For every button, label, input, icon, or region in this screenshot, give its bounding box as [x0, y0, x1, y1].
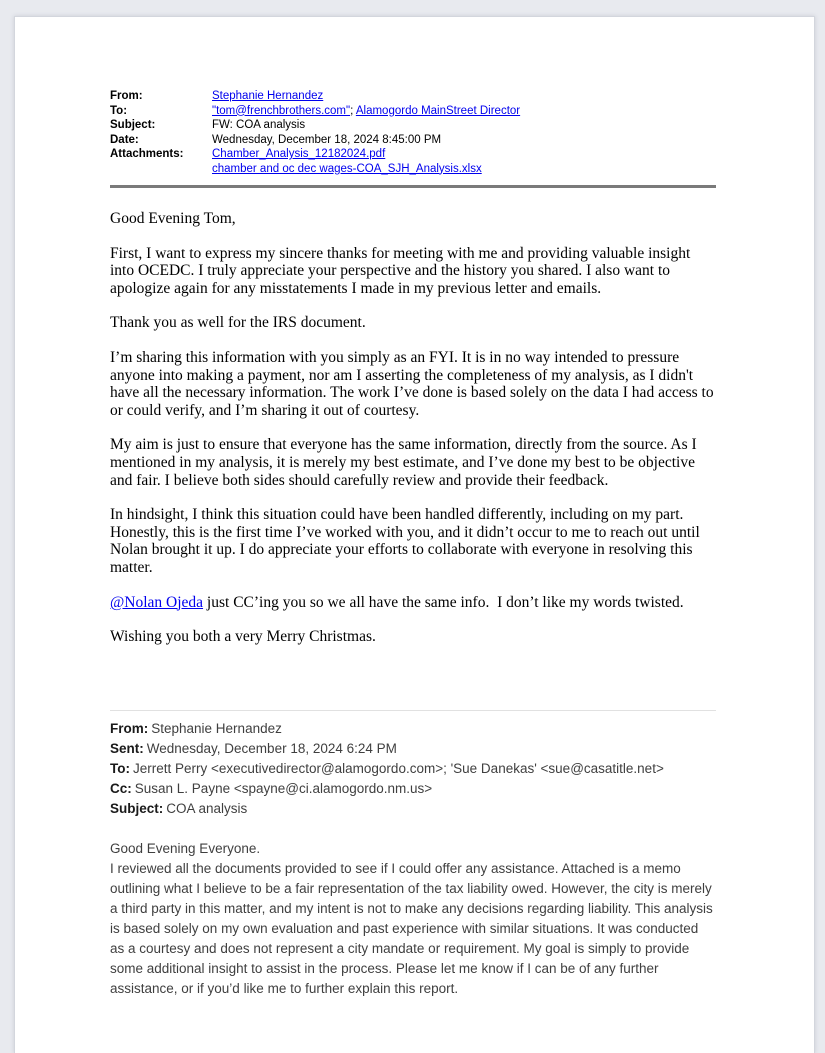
paragraph-fyi: I’m sharing this information with you simply as an FYI. It is in no way intended to pressure anyone into making a payment, nor am I asserting the completeness of my analysis, as I didn't have all the necessary information. The work I’ve done is based solely on the data I had access to or could verify, and I’m sharing it out of courtesy.: [110, 348, 714, 419]
header-row-attachments: [110, 147, 716, 176]
quoted-from-label: From:: [110, 720, 149, 736]
greeting-line: Good Evening Tom,: [110, 210, 236, 227]
quoted-cc-value: Susan L. Payne <spayne@ci.alamogordo.nm.us>: [134, 780, 433, 796]
attachment-link-xlsx[interactable]: chamber and oc dec wages-COA_SJH_Analysis.xlsx: [212, 162, 482, 175]
quoted-row-subject: [110, 799, 716, 819]
quoted-row-to: [110, 759, 716, 779]
paragraph-thanks: First, I want to express my sincere thanks for meeting with me and providing valuable insight into OCEDC. I truly appreciate your perspective and the history you shared. I also want to apologize again for any misstatements I made in my previous letter and emails.: [110, 244, 691, 297]
quoted-row-cc: [110, 779, 716, 799]
mention-line: [110, 594, 716, 612]
to-separator: ;: [350, 104, 356, 117]
quoted-sent-value: Wednesday, December 18, 2024 6:24 PM: [146, 740, 397, 756]
nolan-ojeda-mention-link[interactable]: @Nolan Ojeda: [110, 593, 204, 611]
to-recipient-link-1[interactable]: "tom@frenchbrothers.com": [212, 104, 351, 117]
quoted-from-value: Stephanie Hernandez: [151, 720, 282, 736]
header-row-date: [110, 133, 716, 148]
to-label: To:: [110, 104, 128, 117]
closing-line: Wishing you both a very Merry Christmas.: [110, 628, 376, 646]
quoted-subject-value: COA analysis: [166, 800, 248, 816]
quoted-cc-label: Cc:: [110, 780, 132, 796]
from-sender-link[interactable]: Stephanie Hernandez: [212, 90, 324, 102]
quoted-to-label: To:: [110, 760, 130, 776]
quoted-sent-label: Sent:: [110, 740, 144, 756]
email-content: [15, 17, 814, 999]
paragraph-hindsight: In hindsight, I think this situation could have been handled differently, including on my part. Honestly, this is the first time I’ve worked with you, and it didn’t occur to me to reach out until Nolan brought it up. I do appreciate your efforts to collaborate with everyone in resolving this matter.: [110, 506, 700, 576]
to-recipient-link-2[interactable]: Alamogordo MainStreet Director: [355, 104, 521, 117]
letter-body: [110, 210, 716, 646]
quoted-row-sent: [110, 739, 716, 759]
quoted-body: [110, 839, 716, 999]
quoted-message-divider: [110, 710, 716, 711]
email-document-page: [14, 16, 815, 1053]
mention-text: just CC’ing you so we all have the same info. I don’t like my words twisted.: [203, 593, 684, 611]
subject-value: FW: COA analysis: [212, 119, 306, 131]
from-label: From:: [110, 90, 143, 102]
quoted-subject-label: Subject:: [110, 800, 164, 816]
quoted-to-value: Jerrett Perry <executivedirector@alamogordo.com>; 'Sue Danekas' <sue@casatitle.net>: [133, 760, 664, 776]
message-header-block: [110, 89, 716, 176]
quoted-message: [110, 719, 716, 999]
attachment-link-pdf[interactable]: Chamber_Analysis_12182024.pdf: [212, 148, 386, 160]
header-row-to: [110, 104, 716, 119]
attachments-value: [212, 147, 716, 176]
quoted-greeting-line: Good Evening Everyone.: [110, 840, 261, 856]
header-row-from: [110, 89, 716, 104]
header-row-subject: [110, 118, 716, 133]
date-value: Wednesday, December 18, 2024 8:45:00 PM: [212, 133, 442, 146]
quoted-body-paragraph: I reviewed all the documents provided to see if I could offer any assistance. Attached is a memo outlining what I believe to be a fair representation of the tax liability owed. However, the city is merely a third party in this matter, and my intent is not to make any decisions regarding liability. This analysis is based solely on my own evaluation and past experience with similar situations. It was conducted as a courtesy and does not represent a city mandate or requirement. My goal is simply to provide some additional insight to assist in the process. Please let me know if I can be of any further assistance, or if you’d like me to further explain this report.: [110, 860, 713, 996]
quoted-row-from: [110, 719, 716, 739]
from-value: [212, 89, 716, 104]
date-label: Date:: [110, 133, 139, 146]
header-separator-rule: [110, 185, 716, 188]
paragraph-irs: Thank you as well for the IRS document.: [110, 314, 366, 332]
subject-label: Subject:: [110, 119, 156, 131]
attachments-label: Attachments:: [110, 148, 184, 160]
paragraph-aim: My aim is just to ensure that everyone has the same information, directly from the source. As I mentioned in my analysis, it is merely my best estimate, and I’ve done my best to be objective and fair. I believe both sides should carefully review and provide their feedback.: [110, 436, 697, 489]
to-value: [212, 104, 716, 119]
